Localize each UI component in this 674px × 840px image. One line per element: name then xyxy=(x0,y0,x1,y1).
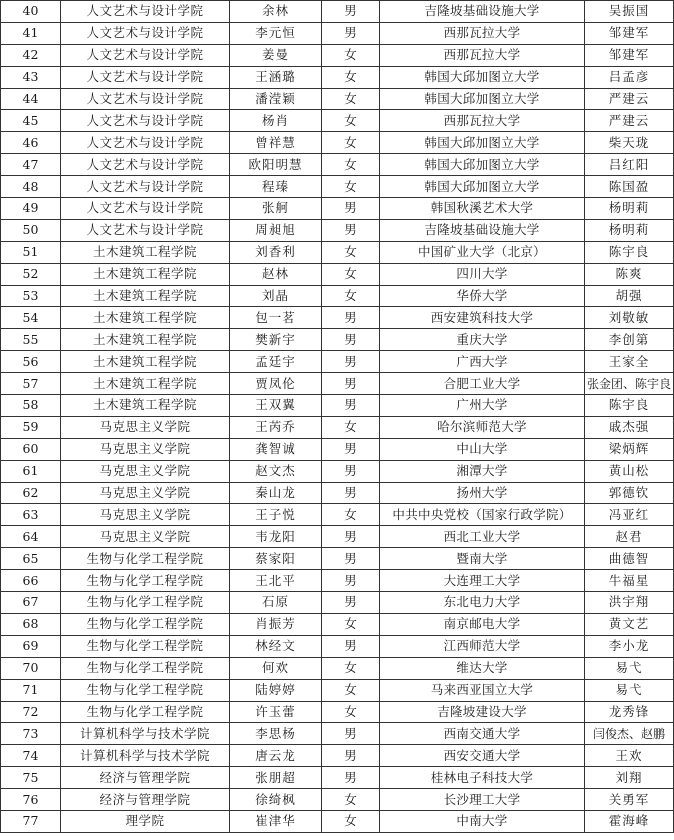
college-cell: 人文艺术与设计学院 xyxy=(61,66,230,88)
gender-cell: 女 xyxy=(322,241,380,263)
university-cell: 西安交通大学 xyxy=(380,745,585,767)
student-name-cell: 唐云龙 xyxy=(230,745,322,767)
student-name-cell: 王涵璐 xyxy=(230,66,322,88)
student-name-cell: 刘晶 xyxy=(230,285,322,307)
college-cell: 土木建筑工程学院 xyxy=(61,241,230,263)
gender-cell: 男 xyxy=(322,219,380,241)
table-row xyxy=(1,66,674,88)
student-name-cell: 石原 xyxy=(230,592,322,614)
student-name-cell: 王北平 xyxy=(230,570,322,592)
university-cell: 四川大学 xyxy=(380,263,585,285)
university-cell: 韩国大邱加图立大学 xyxy=(380,154,585,176)
college-cell: 马克思主义学院 xyxy=(61,416,230,438)
gender-cell: 男 xyxy=(322,198,380,220)
mentor-cell: 严建云 xyxy=(585,88,674,110)
row-number: 41 xyxy=(1,22,61,44)
gender-cell: 女 xyxy=(322,701,380,723)
gender-cell: 女 xyxy=(322,66,380,88)
college-cell: 土木建筑工程学院 xyxy=(61,395,230,417)
student-name-cell: 王芮乔 xyxy=(230,416,322,438)
row-number: 70 xyxy=(1,657,61,679)
university-cell: 大连理工大学 xyxy=(380,570,585,592)
table-row xyxy=(1,88,674,110)
table-row xyxy=(1,395,674,417)
university-cell: 湘潭大学 xyxy=(380,460,585,482)
table-row xyxy=(1,351,674,373)
row-number: 71 xyxy=(1,679,61,701)
row-number: 47 xyxy=(1,154,61,176)
college-cell: 生物与化学工程学院 xyxy=(61,570,230,592)
mentor-cell: 李小龙 xyxy=(585,635,674,657)
gender-cell: 女 xyxy=(322,657,380,679)
university-cell: 西那瓦拉大学 xyxy=(380,22,585,44)
gender-cell: 男 xyxy=(322,460,380,482)
mentor-cell: 杨明莉 xyxy=(585,198,674,220)
row-number: 69 xyxy=(1,635,61,657)
mentor-cell: 黄山松 xyxy=(585,460,674,482)
table-row xyxy=(1,570,674,592)
university-cell: 哈尔滨师范大学 xyxy=(380,416,585,438)
gender-cell: 女 xyxy=(322,44,380,66)
mentor-cell: 刘翔 xyxy=(585,767,674,789)
mentor-cell: 王欢 xyxy=(585,745,674,767)
university-cell: 中国矿业大学（北京） xyxy=(380,241,585,263)
university-cell: 韩国大邱加图立大学 xyxy=(380,88,585,110)
student-name-cell: 贾凤伦 xyxy=(230,373,322,395)
row-number: 65 xyxy=(1,548,61,570)
university-cell: 合肥工业大学 xyxy=(380,373,585,395)
row-number: 58 xyxy=(1,395,61,417)
row-number: 61 xyxy=(1,460,61,482)
student-name-cell: 何欢 xyxy=(230,657,322,679)
college-cell: 生物与化学工程学院 xyxy=(61,548,230,570)
row-number: 43 xyxy=(1,66,61,88)
table-row xyxy=(1,307,674,329)
mentor-cell: 吴振国 xyxy=(585,1,674,23)
student-name-cell: 李元恒 xyxy=(230,22,322,44)
student-name-cell: 秦山龙 xyxy=(230,482,322,504)
table-row xyxy=(1,657,674,679)
college-cell: 土木建筑工程学院 xyxy=(61,263,230,285)
college-cell: 马克思主义学院 xyxy=(61,504,230,526)
mentor-cell: 闫俊杰、赵鹏 xyxy=(585,723,674,745)
university-cell: 中共中央党校（国家行政学院） xyxy=(380,504,585,526)
row-number: 67 xyxy=(1,592,61,614)
row-number: 62 xyxy=(1,482,61,504)
student-name-cell: 程瑧 xyxy=(230,176,322,198)
gender-cell: 女 xyxy=(322,789,380,811)
university-cell: 韩国大邱加图立大学 xyxy=(380,66,585,88)
college-cell: 计算机科学与技术学院 xyxy=(61,745,230,767)
college-cell: 马克思主义学院 xyxy=(61,526,230,548)
student-name-cell: 徐绮枫 xyxy=(230,789,322,811)
gender-cell: 男 xyxy=(322,307,380,329)
gender-cell: 男 xyxy=(322,395,380,417)
roster-body xyxy=(1,1,674,833)
mentor-cell: 邹建军 xyxy=(585,22,674,44)
university-cell: 江西师范大学 xyxy=(380,635,585,657)
student-name-cell: 许玉蕾 xyxy=(230,701,322,723)
gender-cell: 女 xyxy=(322,504,380,526)
gender-cell: 女 xyxy=(322,613,380,635)
university-cell: 广西大学 xyxy=(380,351,585,373)
student-name-cell: 陆婷婷 xyxy=(230,679,322,701)
gender-cell: 男 xyxy=(322,548,380,570)
university-cell: 扬州大学 xyxy=(380,482,585,504)
row-number: 76 xyxy=(1,789,61,811)
student-name-cell: 蔡家阳 xyxy=(230,548,322,570)
college-cell: 人文艺术与设计学院 xyxy=(61,132,230,154)
table-row xyxy=(1,110,674,132)
table-row xyxy=(1,154,674,176)
student-name-cell: 赵文杰 xyxy=(230,460,322,482)
row-number: 74 xyxy=(1,745,61,767)
mentor-cell: 李创第 xyxy=(585,329,674,351)
row-number: 77 xyxy=(1,810,61,832)
mentor-cell: 戚杰强 xyxy=(585,416,674,438)
row-number: 54 xyxy=(1,307,61,329)
table-row xyxy=(1,198,674,220)
table-row xyxy=(1,176,674,198)
gender-cell: 女 xyxy=(322,132,380,154)
row-number: 50 xyxy=(1,219,61,241)
table-row xyxy=(1,613,674,635)
college-cell: 经济与管理学院 xyxy=(61,789,230,811)
mentor-cell: 洪宇翔 xyxy=(585,592,674,614)
gender-cell: 男 xyxy=(322,22,380,44)
row-number: 66 xyxy=(1,570,61,592)
table-row xyxy=(1,789,674,811)
college-cell: 人文艺术与设计学院 xyxy=(61,176,230,198)
row-number: 59 xyxy=(1,416,61,438)
college-cell: 经济与管理学院 xyxy=(61,767,230,789)
table-row xyxy=(1,810,674,832)
college-cell: 计算机科学与技术学院 xyxy=(61,723,230,745)
student-name-cell: 韦龙阳 xyxy=(230,526,322,548)
table-row xyxy=(1,701,674,723)
mentor-cell: 胡强 xyxy=(585,285,674,307)
mentor-cell: 关勇军 xyxy=(585,789,674,811)
university-cell: 重庆大学 xyxy=(380,329,585,351)
mentor-cell: 陈宇良 xyxy=(585,241,674,263)
mentor-cell: 严建云 xyxy=(585,110,674,132)
college-cell: 生物与化学工程学院 xyxy=(61,657,230,679)
row-number: 46 xyxy=(1,132,61,154)
mentor-cell: 杨明莉 xyxy=(585,219,674,241)
mentor-cell: 吕红阳 xyxy=(585,154,674,176)
row-number: 57 xyxy=(1,373,61,395)
student-name-cell: 王双翼 xyxy=(230,395,322,417)
mentor-cell: 曲德智 xyxy=(585,548,674,570)
table-row xyxy=(1,285,674,307)
mentor-cell: 陈国盈 xyxy=(585,176,674,198)
table-row xyxy=(1,1,674,23)
college-cell: 人文艺术与设计学院 xyxy=(61,1,230,23)
mentor-cell: 陈爽 xyxy=(585,263,674,285)
college-cell: 生物与化学工程学院 xyxy=(61,701,230,723)
gender-cell: 男 xyxy=(322,329,380,351)
university-cell: 韩国秋溪艺术大学 xyxy=(380,198,585,220)
student-name-cell: 刘香利 xyxy=(230,241,322,263)
college-cell: 理学院 xyxy=(61,810,230,832)
table-row xyxy=(1,745,674,767)
mentor-cell: 梁炳辉 xyxy=(585,438,674,460)
university-cell: 桂林电子科技大学 xyxy=(380,767,585,789)
university-cell: 中南大学 xyxy=(380,810,585,832)
university-cell: 吉隆坡基础设施大学 xyxy=(380,219,585,241)
student-name-cell: 崔津华 xyxy=(230,810,322,832)
student-name-cell: 姜曼 xyxy=(230,44,322,66)
row-number: 48 xyxy=(1,176,61,198)
row-number: 52 xyxy=(1,263,61,285)
gender-cell: 男 xyxy=(322,526,380,548)
table-row xyxy=(1,482,674,504)
gender-cell: 女 xyxy=(322,154,380,176)
gender-cell: 男 xyxy=(322,482,380,504)
row-number: 72 xyxy=(1,701,61,723)
university-cell: 韩国大邱加图立大学 xyxy=(380,176,585,198)
table-row xyxy=(1,438,674,460)
row-number: 60 xyxy=(1,438,61,460)
gender-cell: 女 xyxy=(322,110,380,132)
mentor-cell: 王家全 xyxy=(585,351,674,373)
table-row xyxy=(1,592,674,614)
university-cell: 吉隆坡基础设施大学 xyxy=(380,1,585,23)
university-cell: 西安建筑科技大学 xyxy=(380,307,585,329)
student-name-cell: 龚智诚 xyxy=(230,438,322,460)
table-row xyxy=(1,635,674,657)
university-cell: 吉隆坡建设大学 xyxy=(380,701,585,723)
row-number: 63 xyxy=(1,504,61,526)
mentor-cell: 赵君 xyxy=(585,526,674,548)
university-cell: 暨南大学 xyxy=(380,548,585,570)
college-cell: 人文艺术与设计学院 xyxy=(61,22,230,44)
mentor-cell: 牛福星 xyxy=(585,570,674,592)
college-cell: 土木建筑工程学院 xyxy=(61,285,230,307)
gender-cell: 女 xyxy=(322,679,380,701)
university-cell: 中山大学 xyxy=(380,438,585,460)
table-row xyxy=(1,526,674,548)
student-name-cell: 余林 xyxy=(230,1,322,23)
student-name-cell: 赵林 xyxy=(230,263,322,285)
table-row xyxy=(1,219,674,241)
college-cell: 土木建筑工程学院 xyxy=(61,307,230,329)
mentor-cell: 冯亚红 xyxy=(585,504,674,526)
gender-cell: 女 xyxy=(322,88,380,110)
row-number: 44 xyxy=(1,88,61,110)
student-name-cell: 曾祥慧 xyxy=(230,132,322,154)
student-name-cell: 潘滢颖 xyxy=(230,88,322,110)
mentor-cell: 易弋 xyxy=(585,679,674,701)
table-row xyxy=(1,44,674,66)
mentor-cell: 陈宇良 xyxy=(585,395,674,417)
table-row xyxy=(1,679,674,701)
mentor-cell: 柴天珑 xyxy=(585,132,674,154)
gender-cell: 女 xyxy=(322,810,380,832)
table-row xyxy=(1,723,674,745)
student-name-cell: 李思杨 xyxy=(230,723,322,745)
university-cell: 长沙理工大学 xyxy=(380,789,585,811)
table-row xyxy=(1,767,674,789)
gender-cell: 女 xyxy=(322,176,380,198)
college-cell: 生物与化学工程学院 xyxy=(61,635,230,657)
row-number: 40 xyxy=(1,1,61,23)
student-name-cell: 周昶旭 xyxy=(230,219,322,241)
row-number: 45 xyxy=(1,110,61,132)
university-cell: 韩国大邱加图立大学 xyxy=(380,132,585,154)
college-cell: 土木建筑工程学院 xyxy=(61,329,230,351)
table-row xyxy=(1,329,674,351)
row-number: 64 xyxy=(1,526,61,548)
row-number: 49 xyxy=(1,198,61,220)
gender-cell: 男 xyxy=(322,570,380,592)
row-number: 56 xyxy=(1,351,61,373)
college-cell: 人文艺术与设计学院 xyxy=(61,154,230,176)
table-row xyxy=(1,548,674,570)
student-name-cell: 樊新宇 xyxy=(230,329,322,351)
gender-cell: 男 xyxy=(322,351,380,373)
mentor-cell: 黄文艺 xyxy=(585,613,674,635)
university-cell: 维达大学 xyxy=(380,657,585,679)
college-cell: 人文艺术与设计学院 xyxy=(61,44,230,66)
college-cell: 人文艺术与设计学院 xyxy=(61,198,230,220)
university-cell: 西北工业大学 xyxy=(380,526,585,548)
gender-cell: 男 xyxy=(322,635,380,657)
row-number: 55 xyxy=(1,329,61,351)
mentor-cell: 易弋 xyxy=(585,657,674,679)
gender-cell: 女 xyxy=(322,416,380,438)
gender-cell: 女 xyxy=(322,263,380,285)
mentor-cell: 吕孟彦 xyxy=(585,66,674,88)
mentor-cell: 霍海峰 xyxy=(585,810,674,832)
student-name-cell: 包一茗 xyxy=(230,307,322,329)
mentor-cell: 郭德钦 xyxy=(585,482,674,504)
table-row xyxy=(1,460,674,482)
table-row xyxy=(1,416,674,438)
table-row xyxy=(1,373,674,395)
mentor-cell: 刘敬敏 xyxy=(585,307,674,329)
university-cell: 广州大学 xyxy=(380,395,585,417)
university-cell: 南京邮电大学 xyxy=(380,613,585,635)
student-name-cell: 肖振芳 xyxy=(230,613,322,635)
college-cell: 马克思主义学院 xyxy=(61,460,230,482)
mentor-cell: 龙秀锋 xyxy=(585,701,674,723)
row-number: 42 xyxy=(1,44,61,66)
university-cell: 东北电力大学 xyxy=(380,592,585,614)
university-cell: 西那瓦拉大学 xyxy=(380,110,585,132)
row-number: 73 xyxy=(1,723,61,745)
mentor-cell: 张金团、陈宇良 xyxy=(585,373,674,395)
gender-cell: 男 xyxy=(322,592,380,614)
student-name-cell: 欧阳明慧 xyxy=(230,154,322,176)
table-row xyxy=(1,504,674,526)
college-cell: 土木建筑工程学院 xyxy=(61,373,230,395)
gender-cell: 男 xyxy=(322,767,380,789)
student-name-cell: 林经文 xyxy=(230,635,322,657)
college-cell: 马克思主义学院 xyxy=(61,482,230,504)
student-name-cell: 张朋超 xyxy=(230,767,322,789)
student-name-cell: 孟廷宇 xyxy=(230,351,322,373)
mentor-cell: 邹建军 xyxy=(585,44,674,66)
student-name-cell: 杨肖 xyxy=(230,110,322,132)
college-cell: 人文艺术与设计学院 xyxy=(61,219,230,241)
university-cell: 华侨大学 xyxy=(380,285,585,307)
gender-cell: 男 xyxy=(322,745,380,767)
university-cell: 马来西亚国立大学 xyxy=(380,679,585,701)
gender-cell: 女 xyxy=(322,285,380,307)
table-row xyxy=(1,241,674,263)
college-cell: 土木建筑工程学院 xyxy=(61,351,230,373)
gender-cell: 男 xyxy=(322,723,380,745)
row-number: 53 xyxy=(1,285,61,307)
table-row xyxy=(1,22,674,44)
table-row xyxy=(1,132,674,154)
table-row xyxy=(1,263,674,285)
college-cell: 生物与化学工程学院 xyxy=(61,679,230,701)
gender-cell: 男 xyxy=(322,1,380,23)
row-number: 51 xyxy=(1,241,61,263)
university-cell: 西南交通大学 xyxy=(380,723,585,745)
college-cell: 人文艺术与设计学院 xyxy=(61,88,230,110)
college-cell: 生物与化学工程学院 xyxy=(61,613,230,635)
gender-cell: 男 xyxy=(322,438,380,460)
gender-cell: 男 xyxy=(322,373,380,395)
student-name-cell: 王子悦 xyxy=(230,504,322,526)
college-cell: 生物与化学工程学院 xyxy=(61,592,230,614)
university-cell: 西那瓦拉大学 xyxy=(380,44,585,66)
college-cell: 马克思主义学院 xyxy=(61,438,230,460)
row-number: 75 xyxy=(1,767,61,789)
student-name-cell: 张舸 xyxy=(230,198,322,220)
college-cell: 人文艺术与设计学院 xyxy=(61,110,230,132)
row-number: 68 xyxy=(1,613,61,635)
